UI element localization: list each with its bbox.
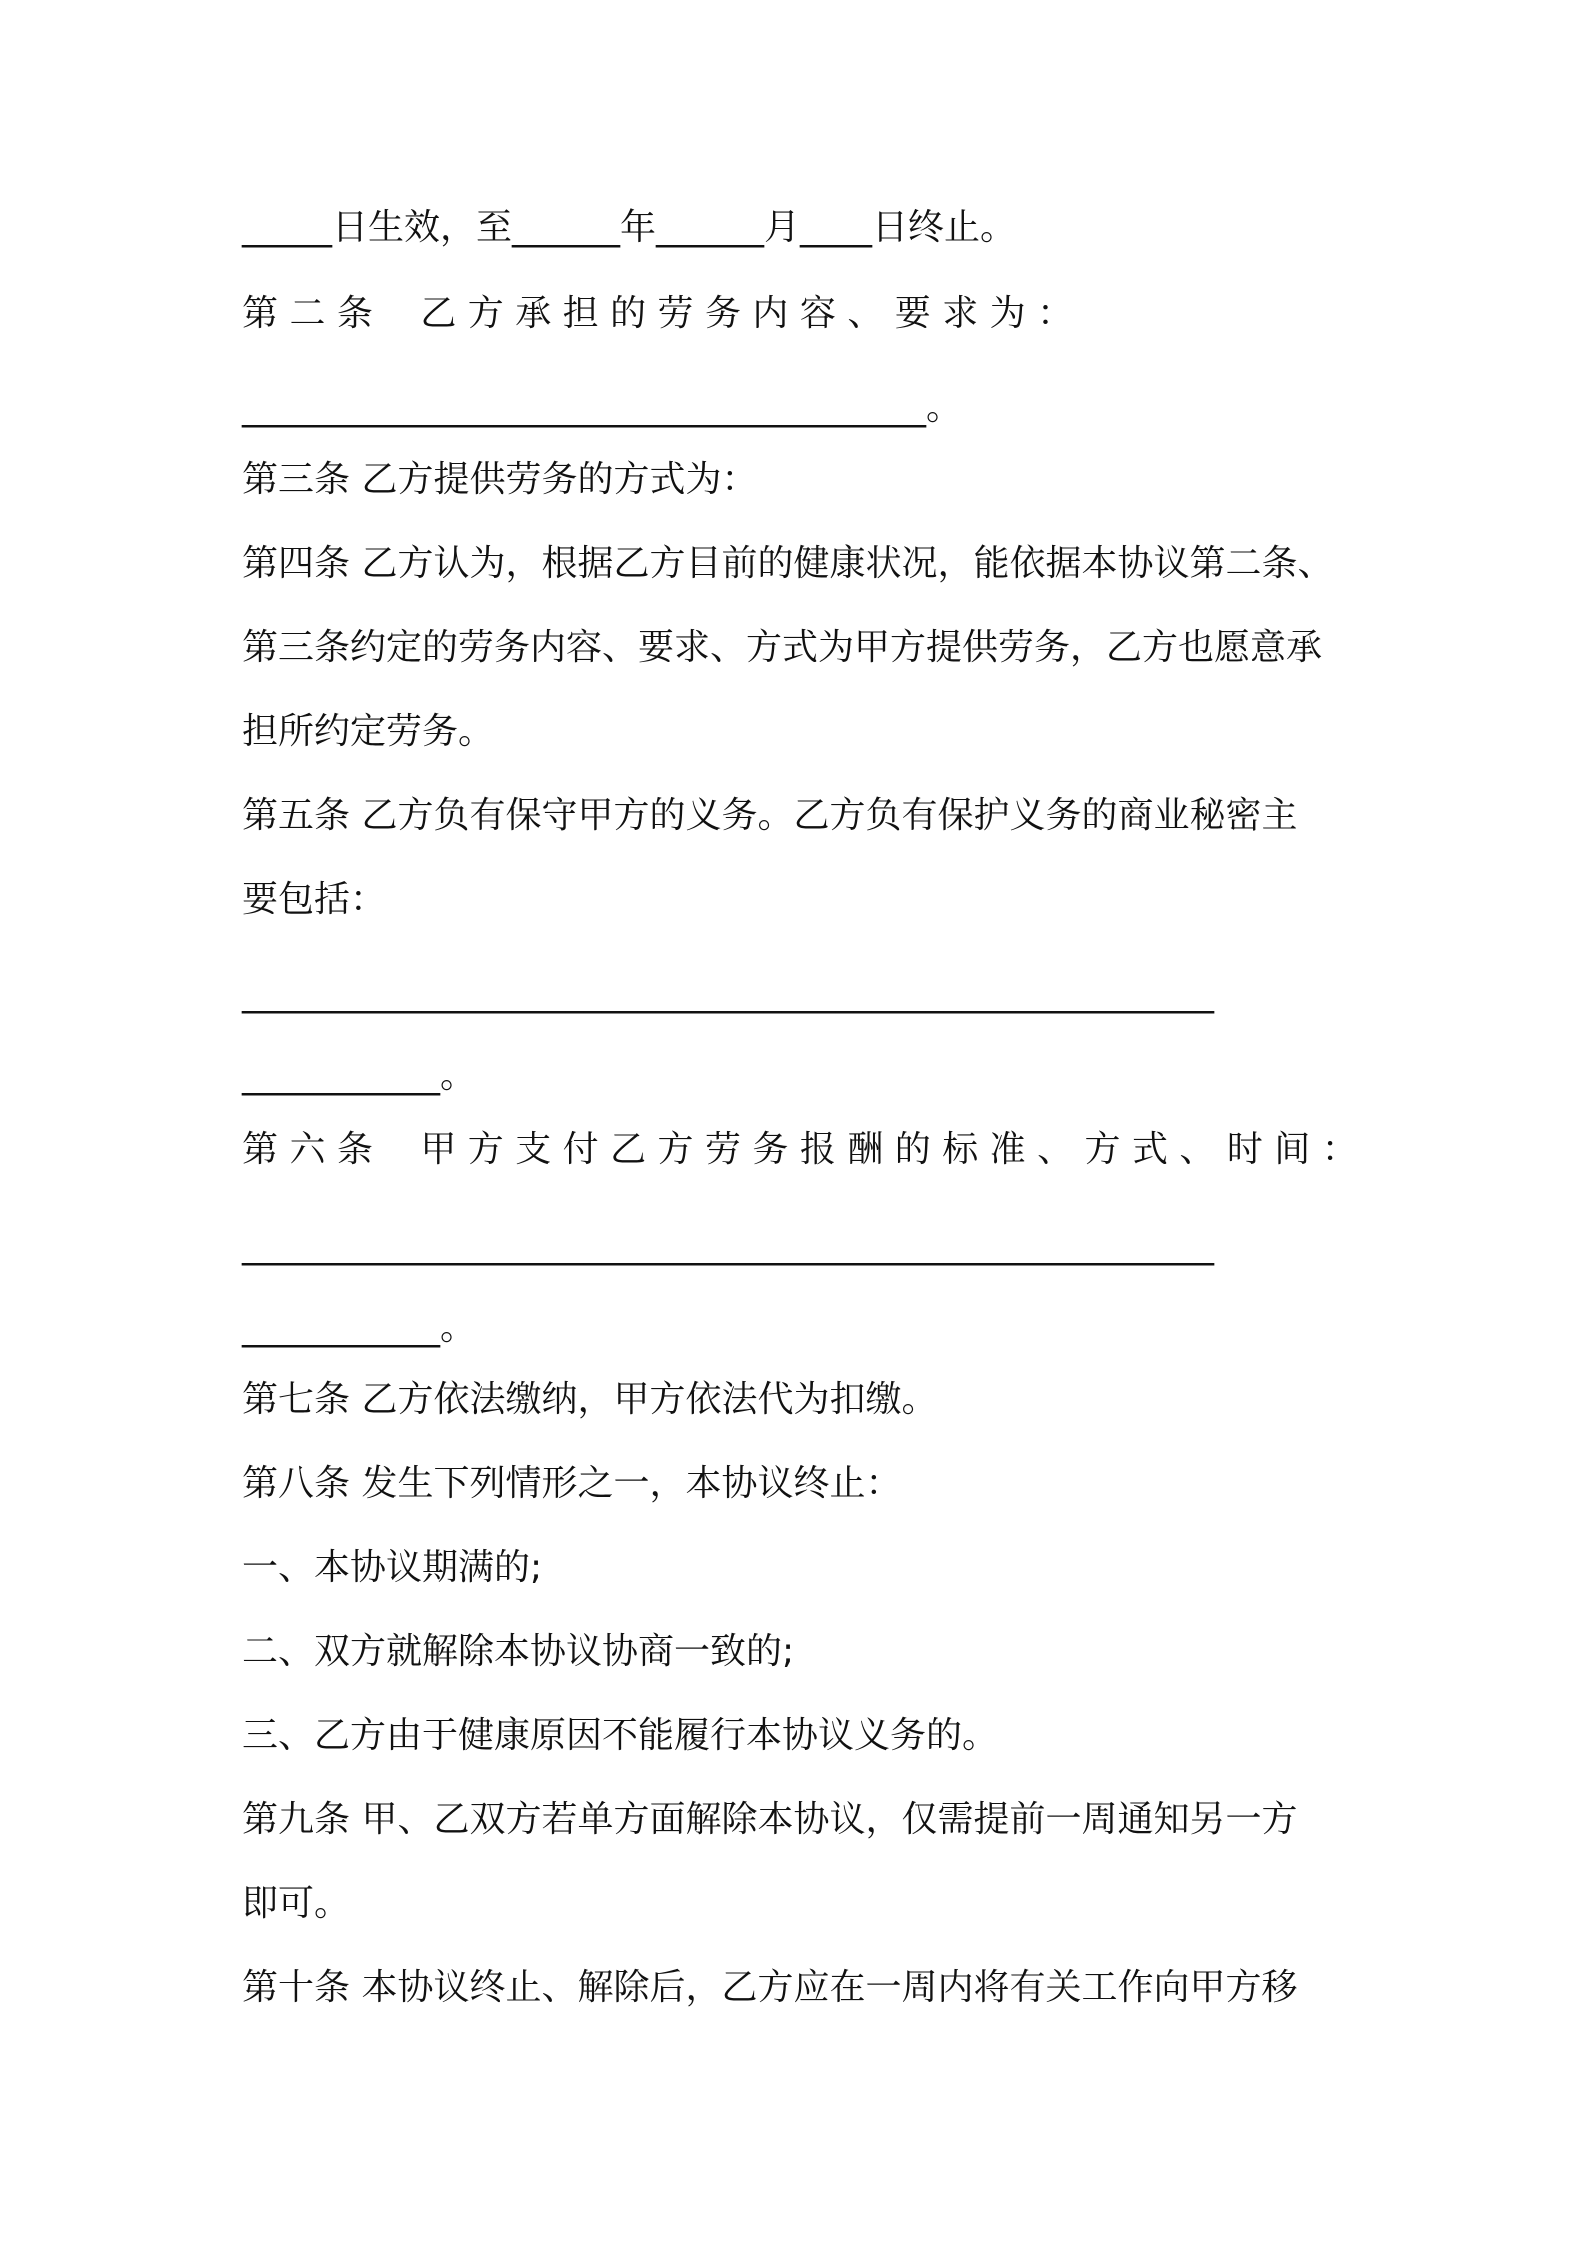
text-line-effective-dates: _____日生效，至______年______月____日终止。 [242, 207, 1017, 248]
text-line-article-4-a: 第四条 乙方认为，根据乙方目前的健康状况，能依据本协议第二条、 [242, 543, 1334, 584]
text-line-article-5-b: 要包括： [242, 879, 387, 920]
text-line-article-5-a: 第五条 乙方负有保守甲方的义务。乙方负有保护义务的商业秘密主 [242, 795, 1298, 836]
text-line-article-7: 第七条 乙方依法缴纳，甲方依法代为扣缴。 [242, 1379, 938, 1420]
text-line-article-8-item-3: 三、乙方由于健康原因不能履行本协议义务的。 [242, 1715, 999, 1756]
text-line-blank-article-5-a: ______________________________________________________ [242, 973, 1214, 1014]
text-line-article-4-b: 第三条约定的劳务内容、要求、方式为甲方提供劳务，乙方也愿意承 [242, 627, 1323, 668]
text-line-article-8: 第八条 发生下列情形之一，本协议终止： [242, 1463, 902, 1504]
text-line-blank-article-6-b: ___________。 [242, 1307, 477, 1348]
text-line-article-6: 第 六 条 甲 方 支 付 乙 方 劳 务 报 酬 的 标 准 、 方 式 、 时 间 ： [242, 1129, 1358, 1170]
text-line-article-9-b: 即可。 [242, 1883, 351, 1924]
text-line-blank-article-2: ______________________________________。 [242, 387, 962, 428]
text-line-article-4-c: 担所约定劳务。 [242, 711, 495, 752]
text-line-blank-article-6-a: ______________________________________________________ [242, 1225, 1214, 1266]
text-line-article-8-item-1: 一、本协议期满的; [242, 1547, 543, 1588]
text-line-article-10: 第十条 本协议终止、解除后，乙方应在一周内将有关工作向甲方移 [242, 1967, 1298, 2008]
text-line-blank-article-5-b: ___________。 [242, 1055, 477, 1096]
text-line-article-3: 第三条 乙方提供劳务的方式为： [242, 459, 758, 500]
text-line-article-2: 第 二 条 乙 方 承 担 的 劳 务 内 容 、 要 求 为 ： [242, 293, 1074, 334]
text-line-article-8-item-2: 二、双方就解除本协议协商一致的; [242, 1631, 795, 1672]
text-line-article-9-a: 第九条 甲、乙双方若单方面解除本协议，仅需提前一周通知另一方 [242, 1799, 1298, 1840]
